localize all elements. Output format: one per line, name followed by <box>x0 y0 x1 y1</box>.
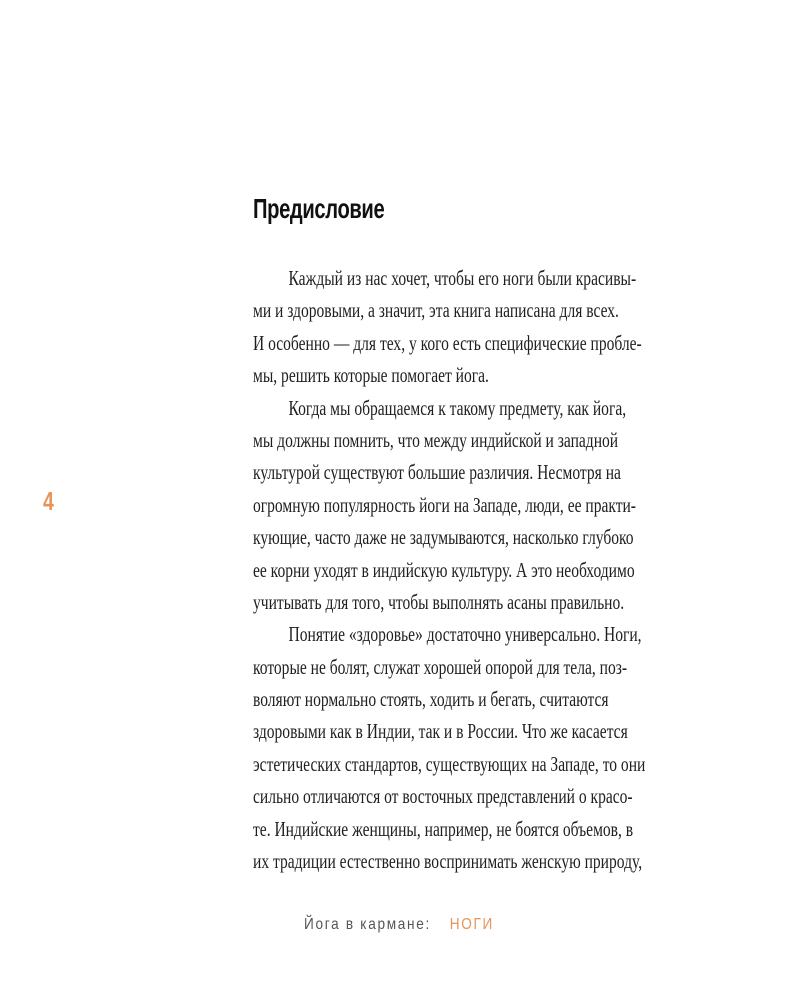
text-line: огромную популярность йоги на Западе, люди, ее практи- <box>253 492 636 517</box>
text-line: мы, решить которые помогает йога. <box>253 363 489 388</box>
text-line: кующие, часто даже не задумываются, насколько глубоко <box>253 525 634 550</box>
text-line: сильно отличаются от восточных представлений о красо- <box>253 784 633 809</box>
text-line: культурой существуют большие различия. Несмотря на <box>253 460 621 485</box>
text-line: эстетических стандартов, существующих на Западе, то они <box>253 751 646 776</box>
chapter-heading: Предисловие <box>253 193 385 224</box>
text-line: которые не болят, служат хорошей опорой для тела, поз- <box>253 654 628 679</box>
text-line: воляют нормально стоять, ходить и бегать, считаются <box>253 687 609 712</box>
text-line: Когда мы обращаемся к такому предмету, как йога, <box>288 395 627 420</box>
text-line: мы должны помнить, что между индийской и западной <box>253 427 619 452</box>
running-footer <box>304 916 494 934</box>
text-line: здоровыми как в Индии, так и в России. Что же касается <box>253 719 628 744</box>
text-line: те. Индийские женщины, например, не боятся объемов, в <box>253 816 634 841</box>
footer-separator: : <box>425 916 431 933</box>
page-number: 4 <box>43 486 54 516</box>
text-line: И особенно — для тех, у кого есть специфические пробле- <box>253 330 642 355</box>
text-line: ее корни уходят в индийскую культуру. А это необходимо <box>253 557 635 582</box>
text-line: Понятие «здоровье» достаточно универсально. Ноги, <box>288 622 642 647</box>
text-line: ми и здоровыми, а значит, эта книга написана для всех. <box>253 298 619 323</box>
body-text <box>253 262 711 877</box>
footer-topic: НОГИ <box>449 916 495 933</box>
text-line: Каждый из нас хочет, чтобы его ноги были красивы- <box>288 266 637 290</box>
footer-book-title: Йога в кармане <box>304 916 426 933</box>
text-line: их традиции естественно воспринимать женскую природу, <box>253 849 643 874</box>
text-line: учитывать для того, чтобы выполнять асаны правильно. <box>253 589 625 614</box>
